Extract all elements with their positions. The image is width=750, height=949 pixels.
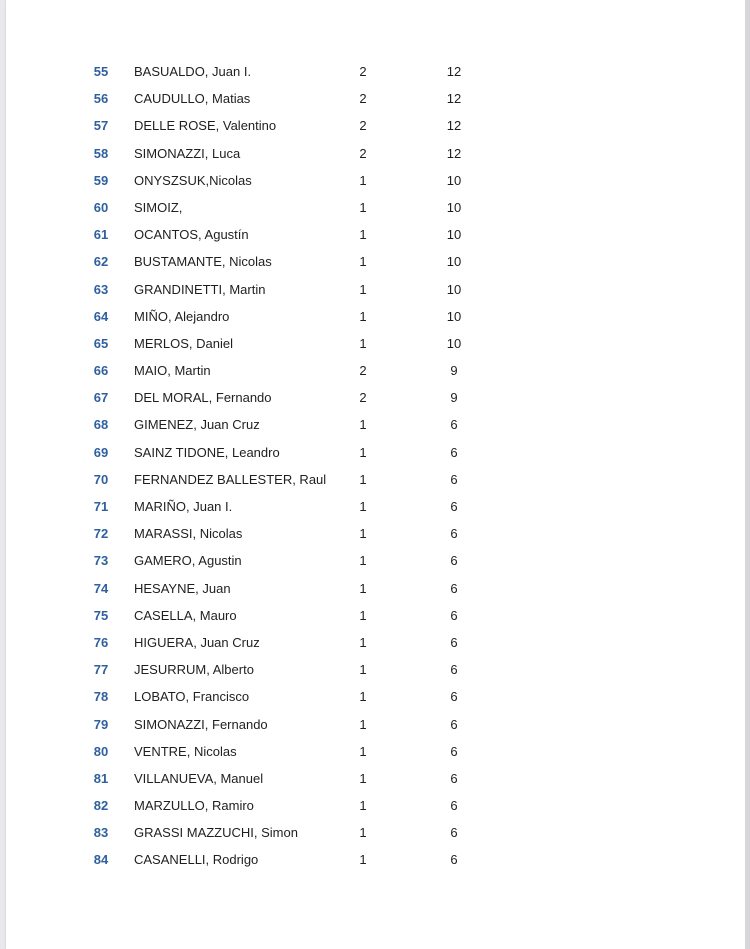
points-value: 6 xyxy=(450,825,458,841)
table-row xyxy=(6,248,745,275)
table-row xyxy=(6,167,745,194)
player-name: FERNANDEZ BALLESTER, Raul xyxy=(134,471,327,487)
matches-value: 1 xyxy=(359,634,367,650)
points-value: 6 xyxy=(450,743,458,759)
player-name: MARASSI, Nicolas xyxy=(134,526,243,542)
matches-value: 1 xyxy=(359,580,367,596)
position-number: 81 xyxy=(93,770,109,786)
player-name: DELLE ROSE, Valentino xyxy=(134,118,277,134)
table-row xyxy=(6,602,745,629)
points-value: 10 xyxy=(446,227,462,243)
player-name: SIMONAZZI, Luca xyxy=(134,145,241,161)
position-number: 66 xyxy=(93,363,109,379)
player-name: GIMENEZ, Juan Cruz xyxy=(134,417,260,433)
position-number: 57 xyxy=(93,118,109,134)
matches-value: 1 xyxy=(359,172,367,188)
position-number: 74 xyxy=(93,580,109,596)
points-value: 6 xyxy=(450,689,458,705)
matches-value: 1 xyxy=(359,662,367,678)
points-value: 10 xyxy=(446,308,462,324)
player-name: GRANDINETTI, Martin xyxy=(134,281,266,297)
matches-value: 1 xyxy=(359,199,367,215)
table-row xyxy=(6,357,745,384)
table-row xyxy=(6,711,745,738)
matches-value: 1 xyxy=(359,499,367,514)
table-row xyxy=(6,683,745,710)
table-row xyxy=(6,194,745,221)
table-row xyxy=(6,411,745,438)
player-name: BUSTAMANTE, Nicolas xyxy=(134,254,272,270)
matches-value: 2 xyxy=(359,91,367,107)
table-row xyxy=(6,112,745,139)
matches-value: 2 xyxy=(359,118,367,134)
position-number: 83 xyxy=(93,825,109,841)
player-name: MERLOS, Daniel xyxy=(134,335,233,351)
table-row xyxy=(6,765,745,792)
matches-value: 1 xyxy=(359,227,367,243)
position-number: 55 xyxy=(93,64,109,79)
player-name: MAIO, Martin xyxy=(134,363,211,379)
document-page xyxy=(6,0,745,949)
points-value: 6 xyxy=(450,852,458,868)
position-number: 76 xyxy=(93,634,109,650)
player-name: GRASSI MAZZUCHI, Simon xyxy=(134,825,298,841)
matches-value: 2 xyxy=(359,363,367,379)
position-number: 84 xyxy=(93,852,109,868)
player-name: DEL MORAL, Fernando xyxy=(134,390,272,406)
player-name: VILLANUEVA, Manuel xyxy=(134,770,264,786)
matches-value: 1 xyxy=(359,852,367,868)
points-value: 12 xyxy=(446,91,462,107)
position-number: 82 xyxy=(93,798,109,814)
points-value: 10 xyxy=(446,335,462,351)
position-number: 68 xyxy=(93,417,109,433)
matches-value: 1 xyxy=(359,417,367,433)
position-number: 56 xyxy=(93,91,109,107)
position-number: 70 xyxy=(93,471,109,487)
table-row xyxy=(6,629,745,656)
table-row xyxy=(6,520,745,547)
points-value: 6 xyxy=(450,716,458,732)
table-row xyxy=(6,330,745,357)
position-number: 60 xyxy=(93,199,109,215)
player-name: SIMOIZ, xyxy=(134,199,183,215)
player-name: ONYSZSUK,Nicolas xyxy=(134,172,252,188)
table-row xyxy=(6,140,745,167)
player-name: MIÑO, Alejandro xyxy=(134,308,230,324)
points-value: 6 xyxy=(450,634,458,650)
position-number: 64 xyxy=(93,308,109,324)
position-number: 62 xyxy=(93,254,109,270)
position-number: 65 xyxy=(93,335,109,351)
matches-value: 1 xyxy=(359,444,367,460)
standings-table xyxy=(6,58,745,874)
table-row xyxy=(6,493,745,520)
points-value: 12 xyxy=(446,64,462,79)
table-row xyxy=(6,276,745,303)
position-number: 61 xyxy=(93,227,109,243)
table-row xyxy=(6,58,745,85)
player-name: SAINZ TIDONE, Leandro xyxy=(134,444,280,460)
player-name: OCANTOS, Agustín xyxy=(134,227,249,243)
table-row xyxy=(6,439,745,466)
matches-value: 1 xyxy=(359,471,367,487)
matches-value: 1 xyxy=(359,281,367,297)
player-name: SIMONAZZI, Fernando xyxy=(134,716,268,732)
matches-value: 1 xyxy=(359,743,367,759)
points-value: 12 xyxy=(446,118,462,134)
points-value: 10 xyxy=(446,199,462,215)
position-number: 77 xyxy=(93,662,109,678)
points-value: 6 xyxy=(450,607,458,623)
points-value: 10 xyxy=(446,281,462,297)
table-row xyxy=(6,792,745,819)
matches-value: 1 xyxy=(359,335,367,351)
player-name: HIGUERA, Juan Cruz xyxy=(134,634,260,650)
player-name: MARIÑO, Juan I. xyxy=(134,499,233,514)
player-name: CASANELLI, Rodrigo xyxy=(134,852,259,868)
table-row xyxy=(6,738,745,765)
position-number: 58 xyxy=(93,145,109,161)
table-row xyxy=(6,846,745,873)
player-name: CASELLA, Mauro xyxy=(134,607,237,623)
points-value: 6 xyxy=(450,499,458,514)
points-value: 10 xyxy=(446,254,462,270)
position-number: 67 xyxy=(93,390,109,406)
matches-value: 1 xyxy=(359,716,367,732)
points-value: 6 xyxy=(450,798,458,814)
matches-value: 2 xyxy=(359,390,367,406)
player-name: JESURRUM, Alberto xyxy=(134,662,254,678)
matches-value: 1 xyxy=(359,526,367,542)
matches-value: 1 xyxy=(359,607,367,623)
table-row xyxy=(6,221,745,248)
matches-value: 2 xyxy=(359,145,367,161)
matches-value: 1 xyxy=(359,254,367,270)
table-row xyxy=(6,466,745,493)
player-name: CAUDULLO, Matias xyxy=(134,91,251,107)
points-value: 6 xyxy=(450,662,458,678)
points-value: 9 xyxy=(450,363,458,379)
position-number: 59 xyxy=(93,172,109,188)
points-value: 6 xyxy=(450,471,458,487)
position-number: 75 xyxy=(93,607,109,623)
matches-value: 1 xyxy=(359,308,367,324)
points-value: 6 xyxy=(450,580,458,596)
matches-value: 1 xyxy=(359,689,367,705)
player-name: HESAYNE, Juan xyxy=(134,580,231,596)
points-value: 6 xyxy=(450,770,458,786)
matches-value: 1 xyxy=(359,553,367,569)
points-value: 6 xyxy=(450,526,458,542)
table-row xyxy=(6,547,745,574)
player-name: VENTRE, Nicolas xyxy=(134,743,237,759)
matches-value: 1 xyxy=(359,798,367,814)
position-number: 69 xyxy=(93,444,109,460)
table-row xyxy=(6,384,745,411)
points-value: 12 xyxy=(446,145,462,161)
player-name: BASUALDO, Juan I. xyxy=(134,64,252,79)
table-row xyxy=(6,303,745,330)
position-number: 63 xyxy=(93,281,109,297)
matches-value: 1 xyxy=(359,825,367,841)
player-name: MARZULLO, Ramiro xyxy=(134,798,254,814)
table-row xyxy=(6,819,745,846)
viewer-edge xyxy=(745,0,750,949)
position-number: 78 xyxy=(93,689,109,705)
table-row xyxy=(6,656,745,683)
table-row xyxy=(6,575,745,602)
position-number: 80 xyxy=(93,743,109,759)
points-value: 9 xyxy=(450,390,458,406)
points-value: 6 xyxy=(450,553,458,569)
position-number: 72 xyxy=(93,526,109,542)
points-value: 6 xyxy=(450,417,458,433)
position-number: 79 xyxy=(93,716,109,732)
player-name: LOBATO, Francisco xyxy=(134,689,250,705)
matches-value: 2 xyxy=(359,64,367,79)
position-number: 71 xyxy=(93,499,109,514)
player-name: GAMERO, Agustin xyxy=(134,553,242,569)
points-value: 6 xyxy=(450,444,458,460)
points-value: 10 xyxy=(446,172,462,188)
matches-value: 1 xyxy=(359,770,367,786)
position-number: 73 xyxy=(93,553,109,569)
table-row xyxy=(6,85,745,112)
